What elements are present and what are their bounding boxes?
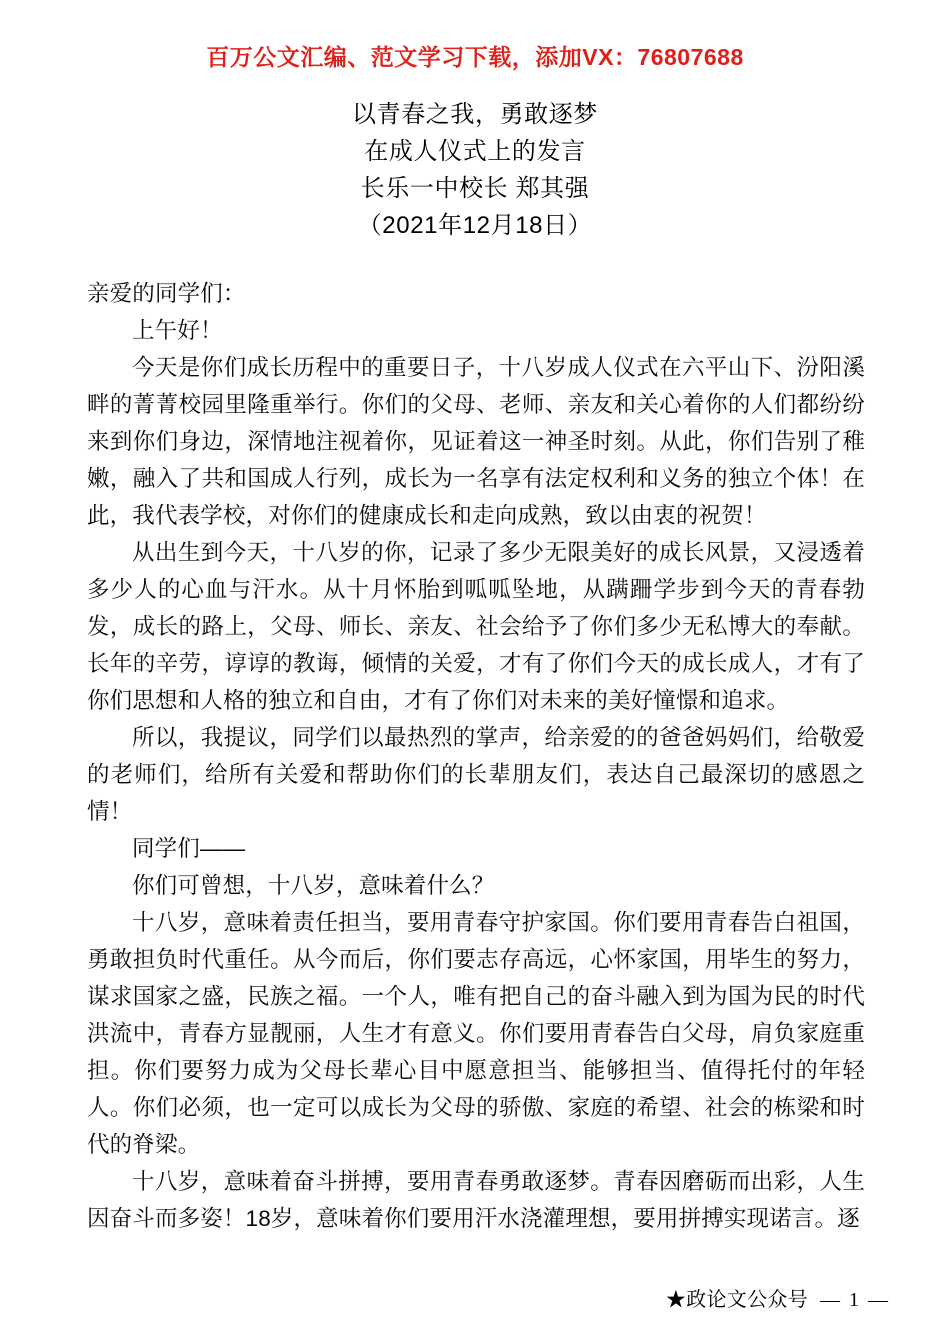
- document-title-block: [0, 96, 950, 244]
- body-paragraph: 十八岁，意味着责任担当，要用青春守护家国。你们要用青春告白祖国，勇敢担负时代重任。从今而后，你们要志存高远，心怀家国，用毕生的努力，谋求国家之盛，民族之福。一个人，唯有把自己的奋斗融入到为国为民的时代洪流中，青春方显靓丽，人生才有意义。你们要用青春告白父母，肩负家庭重担。你们要努力成为父母长辈心目中愿意担当、能够担当、值得托付的年轻人。你们必须，也一定可以成长为父母的骄傲、家庭的希望、社会的栋梁和时代的脊梁。: [87, 910, 865, 1157]
- body-paragraph: 上午好！: [132, 318, 223, 343]
- footer-content: [666, 1283, 890, 1312]
- page-footer: [0, 1283, 950, 1319]
- body-paragraph: 从出生到今天，十八岁的你，记录了多少无限美好的成长风景，又浸透着多少人的心血与汗水。从十月怀胎到呱呱坠地，从蹒跚学步到今天的青春勃发，成长的路上，父母、师长、亲友、社会给予了你们多少无私博大的奉献。长年的辛劳，谆谆的教诲，倾情的关爱，才有了你们今天的成长成人，才有了你们思想和人格的独立和自由，才有了你们对未来的美好憧憬和追求。: [87, 540, 865, 713]
- title-line-4: （2021年12月18日）: [357, 212, 593, 239]
- promo-header-text: 百万公文汇编、范文学习下载，添加VX：76807688: [206, 44, 744, 70]
- body-paragraph: 同学们——: [132, 836, 246, 861]
- body-paragraph: 今天是你们成长历程中的重要日子，十八岁成人仪式在六平山下、汾阳溪畔的菁菁校园里隆重举行。你们的父母、老师、亲友和关心着你的人们都纷纷来到你们身边，深情地注视着你，见证着这一神圣时刻。从此，你们告别了稚嫩，融入了共和国成人行列，成长为一名享有法定权利和义务的独立个体！在此，我代表学校，对你们的健康成长和走向成熟，致以由衷的祝贺！: [87, 355, 865, 528]
- title-line-3: 长乐一中校长 郑其强: [360, 175, 590, 202]
- title-line-1: 以青春之我，勇敢逐梦: [352, 101, 598, 128]
- body-paragraph: 十八岁，意味着奋斗拼搏，要用青春勇敢逐梦。青春因磨砺而出彩，人生因奋斗而多姿！18岁，意味着你们要用汗水浇灌理想，要用拼搏实现诺言。逐: [87, 1169, 865, 1231]
- body-paragraph: 亲爱的同学们：: [87, 281, 246, 306]
- footer-brand-label: ★政论文公众号: [665, 1289, 808, 1311]
- body-paragraph: 你们可曾想，十八岁，意味着什么？: [132, 873, 495, 898]
- title-line-2: 在成人仪式上的发言: [364, 138, 586, 165]
- page-number: — 1 —: [820, 1289, 890, 1311]
- body-paragraph: 所以，我提议，同学们以最热烈的掌声，给亲爱的的爸爸妈妈们，给敬爱的老师们，给所有关爱和帮助你们的长辈朋友们，表达自己最深切的感恩之情！: [87, 725, 865, 824]
- document-body: [87, 275, 865, 1237]
